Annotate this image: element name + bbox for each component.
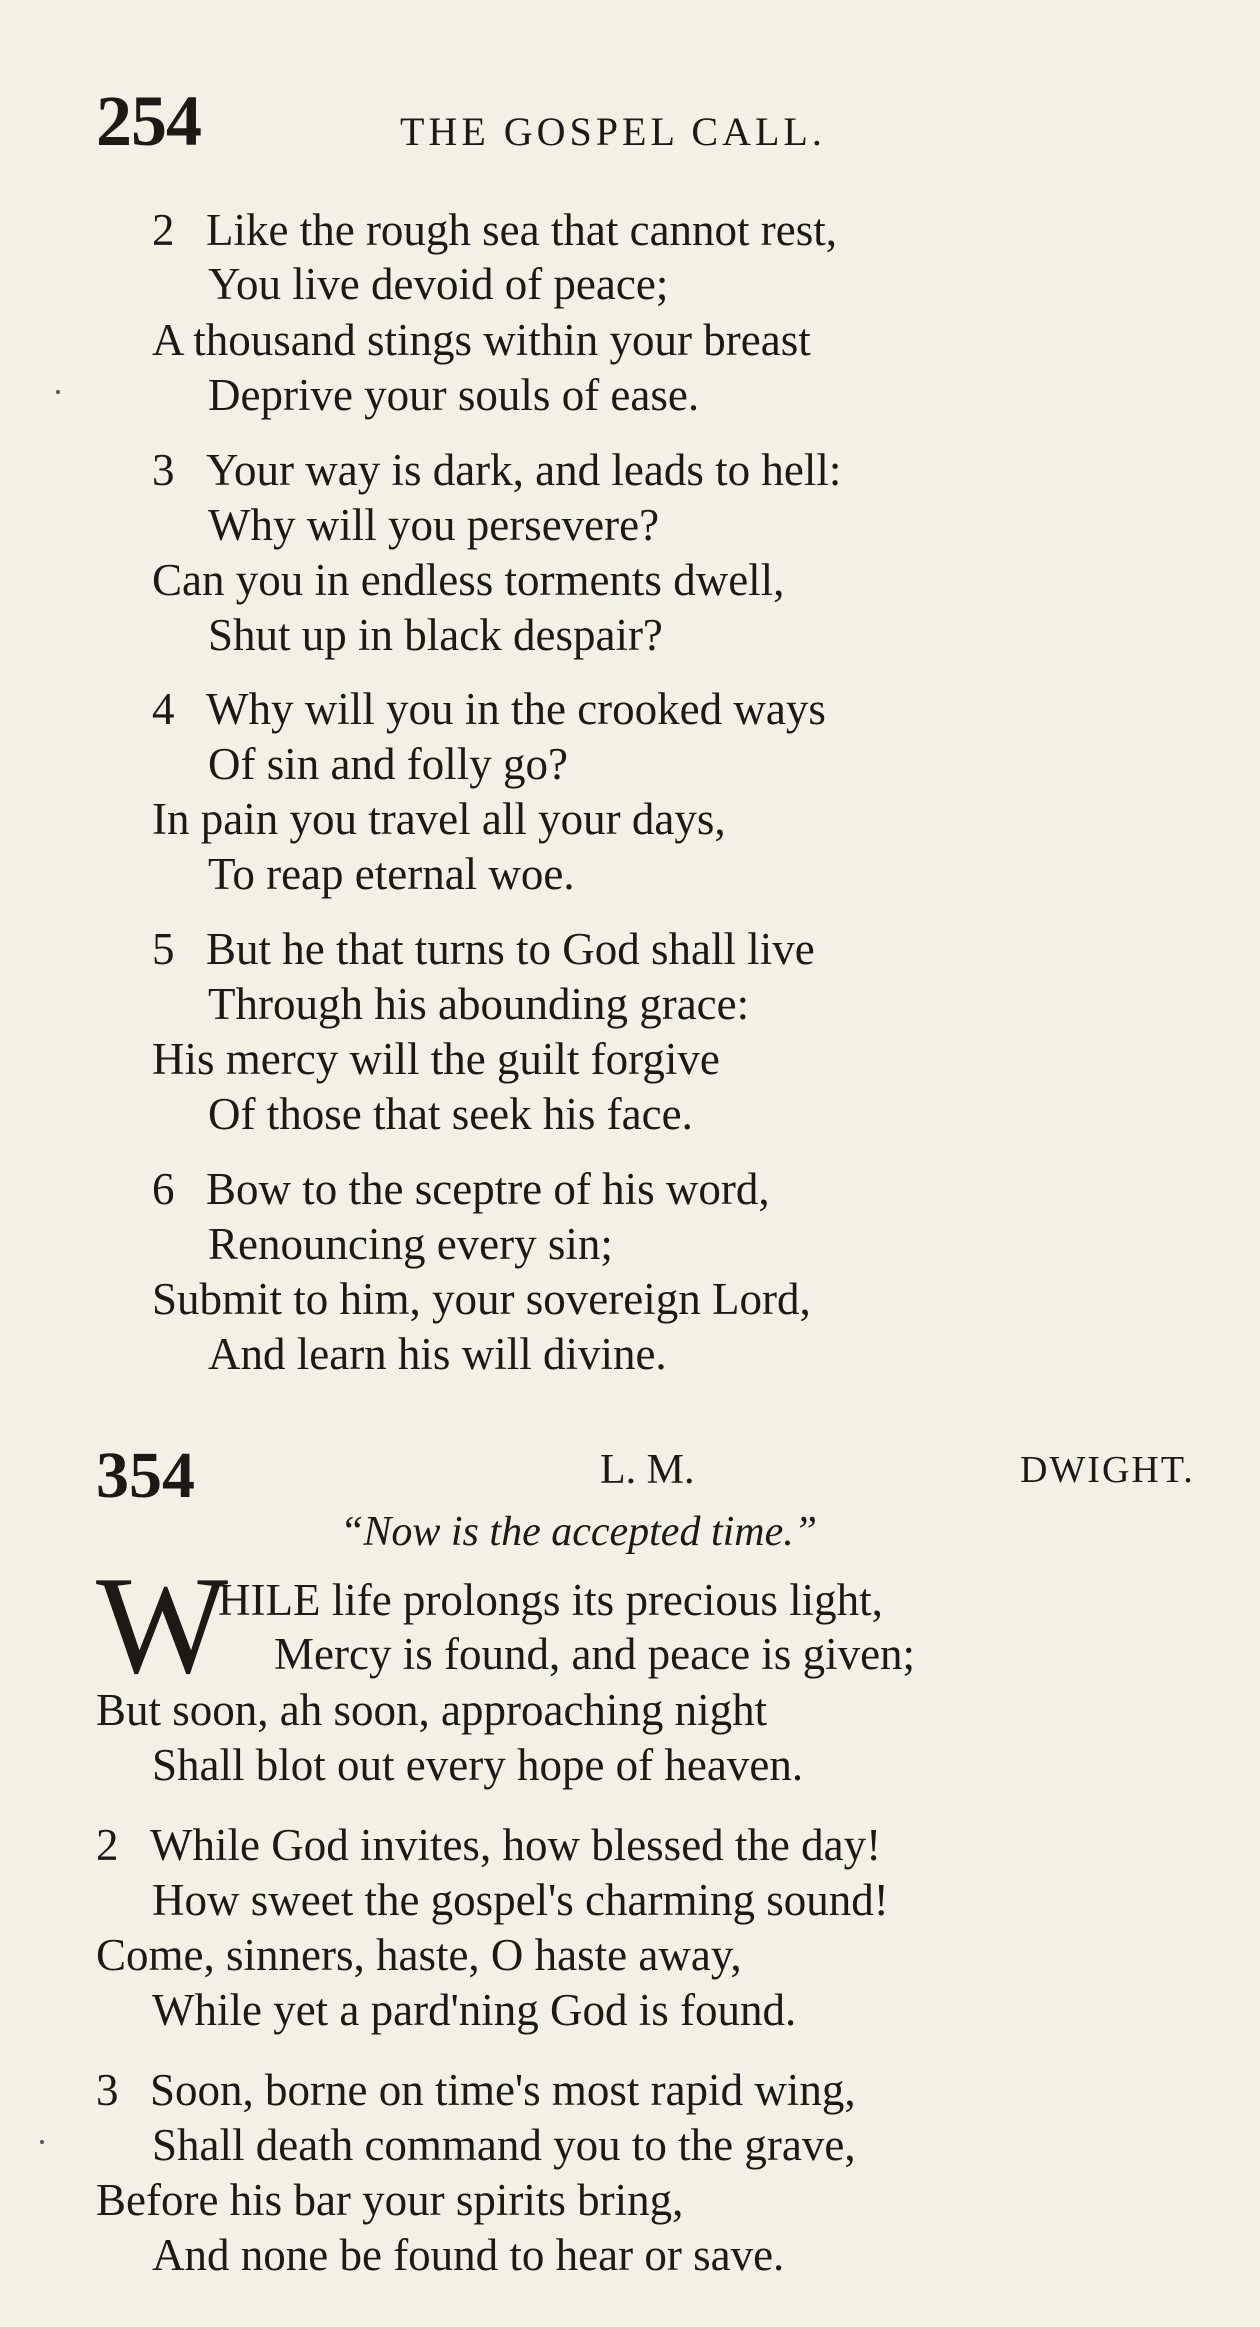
page-header	[96, 80, 1216, 170]
paper-speck	[56, 390, 60, 394]
stanza-line: Of sin and folly go?	[208, 739, 568, 789]
stanza-number: 6	[152, 1164, 175, 1214]
stanza-number: 3	[152, 445, 175, 495]
stanza-line: 2 Like the rough sea that cannot rest,	[152, 205, 838, 255]
stanza-line: 5 But he that turns to God shall live	[152, 924, 815, 974]
drop-cap: W	[96, 1548, 229, 1703]
stanza-line: Why will you persevere?	[208, 500, 660, 550]
paper-speck	[40, 2140, 44, 2144]
stanza-line: Can you in endless torments dwell,	[152, 555, 785, 605]
stanza-line: And none be found to hear or save.	[152, 2230, 785, 2280]
stanza-number: 3	[96, 2065, 119, 2115]
stanza-line: 3 Soon, borne on time's most rapid wing,	[96, 2065, 856, 2115]
stanza-line: While yet a pard'ning God is found.	[152, 1985, 797, 2035]
stanza-line: How sweet the gospel's charming sound!	[152, 1875, 889, 1925]
stanza-line: HILE life prolongs its precious light,	[218, 1575, 883, 1625]
stanza-line: 4 Why will you in the crooked ways	[152, 684, 826, 734]
hymn-epigraph: “Now is the accepted time.”	[340, 1509, 818, 1555]
stanza-line: Mercy is found, and peace is given;	[274, 1629, 916, 1679]
stanza-line: You live devoid of peace;	[208, 259, 669, 309]
page-number: 254	[96, 81, 201, 161]
stanza-number: 5	[152, 924, 175, 974]
stanza-line: 3 Your way is dark, and leads to hell:	[152, 445, 842, 495]
stanza-line: But soon, ah soon, approaching night	[96, 1685, 768, 1735]
running-title: THE GOSPEL CALL.	[400, 109, 826, 154]
hymn-number: 354	[96, 1439, 195, 1512]
stanza-number: 4	[152, 684, 175, 734]
stanza-line: Submit to him, your sovereign Lord,	[152, 1274, 811, 1324]
stanza-line: Deprive your souls of ease.	[208, 370, 700, 420]
stanza-line: 6 Bow to the sceptre of his word,	[152, 1164, 770, 1214]
hymn-author: DWIGHT.	[1020, 1449, 1195, 1491]
stanza-number: 2	[96, 1820, 119, 1870]
stanza-line: 2 While God invites, how blessed the day!	[96, 1820, 882, 1870]
stanza-line: Shall blot out every hope of heaven.	[152, 1740, 804, 1790]
hymn-meter: L. M.	[600, 1447, 695, 1493]
stanza-line: Through his abounding grace:	[208, 979, 750, 1029]
stanza-line: To reap eternal woe.	[208, 849, 575, 899]
stanza-line: Renouncing every sin;	[208, 1219, 613, 1269]
stanza-line: Before his bar your spirits bring,	[96, 2175, 684, 2225]
stanza-line: In pain you travel all your days,	[152, 794, 726, 844]
stanza-line: Of those that seek his face.	[208, 1089, 693, 1139]
stanza-number: 2	[152, 205, 175, 255]
stanza-line: Shut up in black despair?	[208, 610, 663, 660]
stanza-line: Shall death command you to the grave,	[152, 2120, 856, 2170]
stanza-line: His mercy will the guilt forgive	[152, 1034, 720, 1084]
stanza-line: A thousand stings within your breast	[152, 315, 811, 365]
stanza-line: And learn his will divine.	[208, 1329, 667, 1379]
stanza-line: Come, sinners, haste, O haste away,	[96, 1930, 742, 1980]
